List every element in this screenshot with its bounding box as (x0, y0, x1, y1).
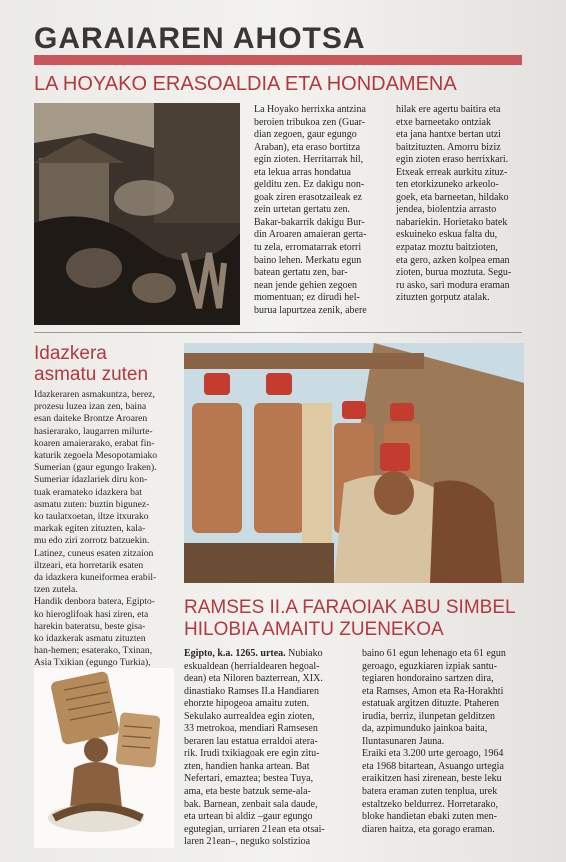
text-line: goak ziren erasotzaileak ez (254, 191, 362, 203)
text-line: Sumeriar idazlariek diru kon- (34, 474, 148, 486)
text-line: esan daiteke Brontze Aroaren (34, 413, 148, 425)
article3-title (184, 597, 524, 641)
text-line: nabariekin. Horietako batek (396, 216, 508, 228)
text-line: Etxeak erreak aurkitu zituz- (396, 166, 508, 178)
text-line: irudia, berriz, ilunpetan gelditzen (362, 710, 496, 722)
village-attack-art (34, 103, 240, 325)
text-line: dean) eta Niloren bazterrean, XIX. (184, 673, 323, 685)
text-line: jendea, biolentzia arrasto (396, 204, 497, 216)
text-line: ama, eta beste batzuk seme-ala- (184, 786, 311, 798)
abu-simbel-illustration (184, 343, 524, 583)
text-line: etxe barneetako ontziak (396, 116, 491, 128)
text-line: goek, eta barneetan, hildako (396, 191, 509, 203)
text-line: egutegian, urriaren 21ean eta otsai- (184, 823, 325, 835)
text-line: zioten, burua moztuta. Segu- (396, 267, 512, 279)
article3-column2 (362, 648, 524, 836)
text-line: bloke handietan ebaki zuten men- (362, 811, 497, 823)
section-divider (34, 332, 522, 333)
text-line: zten, handien hanka artean. Bat (184, 760, 310, 772)
text-line: eskualdean (herrialdearen hegoal- (184, 660, 320, 672)
text-line: bak. Barnean, zenbait sala daude, (184, 798, 318, 810)
text-line: harekin bateratsu, beste gisa- (34, 620, 146, 632)
text-line: koaren amaierarako, erabat fin- (34, 437, 155, 449)
text-line: ehorzte hipogeoa amaitu zuten. (184, 698, 309, 710)
text-line: burua lapurtzea zenik, abere (254, 304, 367, 316)
text-line: Iluntasunaren Jauna. (362, 735, 445, 747)
text-line: dian zegoen, gaur egungo (254, 129, 357, 141)
article3-lead: Egipto, k.a. 1265. urtea. (184, 648, 286, 659)
text-line: hilak ere agertu baitira eta (396, 104, 501, 115)
text-line: ru asko, sari modura eraman (396, 279, 510, 291)
village-attack-illustration (34, 103, 240, 325)
text-line: egin zioten. Herritarrak hil, (254, 154, 364, 166)
text-line: ezpataz moztu baitzioten, (396, 242, 498, 254)
article2-title-line1: Idazkera (34, 343, 107, 364)
text-line: diaren haitza, eta gorago eraman. (362, 823, 495, 835)
text-line: batera eraman zuten tenplua, urek (362, 786, 498, 798)
text-line: ko taulatxoetan, iltze itxurako (34, 511, 149, 523)
article2-title (34, 343, 174, 385)
text-line: tegiaren hondoraino sartzen dira, (362, 673, 494, 685)
text-line: tzen zutela. (34, 584, 78, 596)
text-line: gelditu zen. Ez dakigu non- (254, 179, 365, 191)
text-line: Idazkeraren asmakuntza, berez, (34, 389, 155, 400)
masthead-title: GARAIAREN AHOTSA (34, 22, 366, 55)
text-line: dinastiako Ramses II.a Handiaren (184, 685, 319, 697)
scribe-art (34, 668, 174, 848)
text-line: iltzeari, eta horretarik esaten (34, 559, 144, 571)
text-line: geroago, eguzkiaren izpiak santu- (362, 660, 497, 672)
text-line: Latinez, cuneus esaten zitzaion (34, 547, 154, 559)
text-line: eta gero, azken kolpea eman (396, 254, 510, 266)
text-line: beraren lau estatua erraldoi atera- (184, 735, 318, 747)
text-line: batean gertatu zen, bar- (254, 267, 348, 279)
text-line: markak egiten zituzten, kala- (34, 523, 146, 535)
text-line: eta Ramses, Amon eta Ra-Horakhti (362, 685, 504, 697)
text-line: hasierarako, laugarren milurte- (34, 425, 153, 437)
article3-title-line1: RAMSES II.A FARAOIAK ABU SIMBEL (184, 597, 516, 618)
text-line: beroien tribukoa zen (Guar- (254, 116, 366, 128)
text-line: rik. Irudi txikiagoak ere egin zitu- (184, 748, 320, 760)
text-line: La Hoyako herrixka antzina (254, 104, 366, 115)
scribe-tablets-illustration (34, 668, 174, 848)
abu-simbel-art (184, 343, 524, 583)
text-line: da, azpimunduko jainkoa baita, (362, 723, 488, 735)
article3-column1 (184, 648, 346, 849)
text-line: eraikitzen hasi zirenean, beste leku (362, 773, 502, 785)
text-line: egin zioten eraso herrixkari. (396, 154, 509, 166)
text-line: da idazkera kuneiformea erabil- (34, 572, 157, 584)
text-line: momentuan; ez dirudi hel- (254, 292, 360, 304)
masthead-bar (34, 55, 522, 65)
text-line: laren 21ean–, neguko solstizioa (184, 836, 311, 848)
text-line: Handik denbora batera, Egipto- (34, 596, 155, 608)
text-line: baino lehen. Merkatu egun (254, 254, 362, 266)
text-line: eta lekua arras hondatua (254, 166, 351, 178)
text-line: Eraiki eta 3.200 urte geroago, 1964 (362, 748, 504, 760)
text-line: zein urtetan gertatu zen. (254, 204, 351, 216)
text-line: Sumerian (gaur egungo Iraken). (34, 462, 157, 474)
text-line (184, 648, 346, 661)
text-line: eta jana hantxe bertan utzi (396, 129, 501, 141)
article2-body (34, 389, 172, 682)
text-line: Asia Txikian (egungo Turkia), (34, 657, 151, 669)
text-line: estaltzeko beldurrez. Horretarako, (362, 798, 499, 810)
text-line: tuak eramateko idazkera bat (34, 486, 142, 498)
text-line: baino 61 egun lehenago eta 61 egun (362, 648, 506, 659)
text-line: nean jende gehien zegoen (254, 279, 358, 291)
article1-column1 (254, 104, 382, 317)
article3-title-line2: HILOBIA AMAITU ZUENEKOA (184, 619, 444, 640)
text-line: tu zela, erromatarrak etorri (254, 242, 362, 254)
text-line: mu edo ziri zorrotz batzuekin. (34, 535, 150, 547)
text-line: ten etorkizuneko arkeolo- (396, 179, 499, 191)
text-line: 33 metrokoa, mendiari Ramsesen (184, 723, 318, 735)
text-line: asmatu zuten: buztin bigunez- (34, 498, 150, 510)
text-line: prozesu luzea izan zen, baina (34, 401, 147, 413)
article2-title-line2: asmatu zuten (34, 364, 149, 385)
text-fragment: Nubiako (288, 648, 323, 659)
text-line: din Aroaren amaieran gerta- (254, 229, 367, 241)
text-line: Araban), eta eraso bortitza (254, 141, 361, 153)
text-line: eskuineko eskua falta du, (396, 229, 498, 241)
text-line: ko hieroglifoak hasi ziren, eta (34, 608, 149, 620)
text-line: zituzten gorputz atalak. (396, 292, 490, 304)
text-line: ko idazkerak asmatu zituzten (34, 633, 146, 645)
text-line: han-hemen; esaterako, Txinan, (34, 645, 153, 657)
text-line: Bakar-bakarrik dakigu Bur- (254, 216, 365, 228)
article1-column2 (396, 104, 522, 305)
article1-title: LA HOYAKO ERASOALDIA ETA HONDAMENA (34, 73, 457, 95)
text-line: katurik zegoela Mesopotamiako (34, 450, 158, 462)
text-line: eta 1968 bitartean, Asuango urtegia (362, 760, 504, 772)
text-line: Nefertari, emaztea; bestea Tuya, (184, 773, 314, 785)
text-line: baitzituzten. Amorru biziz (396, 141, 501, 153)
text-line: estatuak argitzen dituzte. Ptaheren (362, 698, 499, 710)
text-line: Sekulako aurrealdea egin zioten, (184, 710, 315, 722)
text-line: eta urtean bi aldiz –gaur egungo (184, 811, 313, 823)
